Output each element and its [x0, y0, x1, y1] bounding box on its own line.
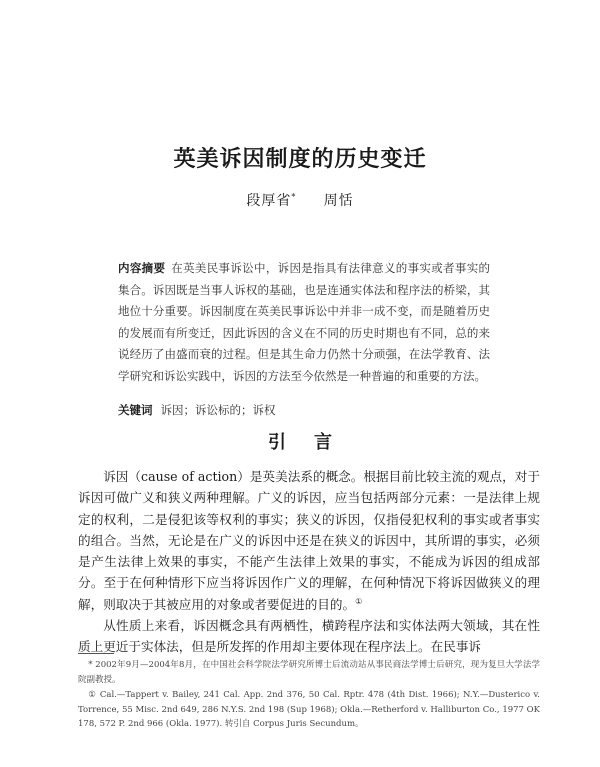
author-name: 周恬 — [323, 193, 354, 209]
footnote-ref: ① — [355, 596, 363, 606]
footnotes — [78, 658, 540, 733]
abstract-text: 在英美民事诉讼中，诉因是指具有法律意义的事实或者事实的集合。诉因既是当事人诉权的基础，也是连通实体法和程序法的桥梁，其地位十分重要。诉因制度在英美民事诉讼中并非一成不变，而是随着历史的发展而有所变迁，因此诉因的含义在不同的历史时期也有不同，总的来说经历了由盛而衰的过程。但是其生命力仍然十分顽强，在法学教育、法学研究和诉讼实践中，诉因的方法至今依然是一种普遍的和重要的方法。 — [118, 261, 491, 383]
footnote: * 2002年9月—2004年8月，在中国社会科学院法学研究所博士后流动站从事民商法学博士后研究，现为复旦大学法学院副教授。 — [78, 660, 540, 685]
footnote-divider — [78, 653, 114, 654]
body-paragraph: 从性质上来看，诉因概念具有两栖性，横跨程序法和实体法两大领域，其在性质上更近于实体法，但是所发挥的作用却主要体现在程序法上。在民事诉 — [78, 618, 540, 655]
abstract — [118, 258, 490, 387]
keywords-text: 诉因；诉讼标的；诉权 — [160, 403, 276, 417]
paper-title: 英美诉因制度的历史变迁 — [173, 147, 427, 172]
body-text — [78, 466, 540, 658]
keywords-label: 关键词 — [118, 403, 153, 417]
author-name: 段厚省 — [246, 193, 292, 209]
author-line — [0, 190, 600, 210]
author-footnote-mark: * — [291, 192, 297, 202]
body-paragraph: 诉因（cause of action）是英美法系的概念。根据目前比较主流的观点，对于诉因可做广义和狭义两种理解。广义的诉因，应当包括两部分元素：一是法律上规定的权利，二是侵犯该等权利的事实；狭义的诉因，仅指侵犯权利的事实或者事实的组合。当然，无论是在广义的诉因中还是在狭义的诉因中，其所谓的事实，必须是产生法律上效果的事实，不能产生法律上效果的事实，不能成为诉因的组成部分。至于在何种情形下应当将诉因作广义的理解，在何种情况下将诉因做狭义的理解，则取决于其被应用的对象或者要促进的目的。① — [78, 469, 540, 612]
abstract-label: 内容摘要 — [118, 261, 166, 275]
section-heading: 引言 — [268, 432, 360, 453]
keywords — [118, 400, 490, 421]
footnote: ① Cal.—Tappert v. Bailey, 241 Cal. App. 2nd 376, 50 Cal. Rptr. 478 (4th Dist. 1966); N.Y.—Dusterico v. Torrence, 55 Misc. 2nd 649, 286 N.Y.S. 2nd 198 (Sup 1968); Okla.—Retherford v. Halliburton Co., 1977 OK 178, 572 P. 2nd 966 (Okla. 1977). 转引自 Corpus Juris Secundum。 — [78, 690, 540, 729]
